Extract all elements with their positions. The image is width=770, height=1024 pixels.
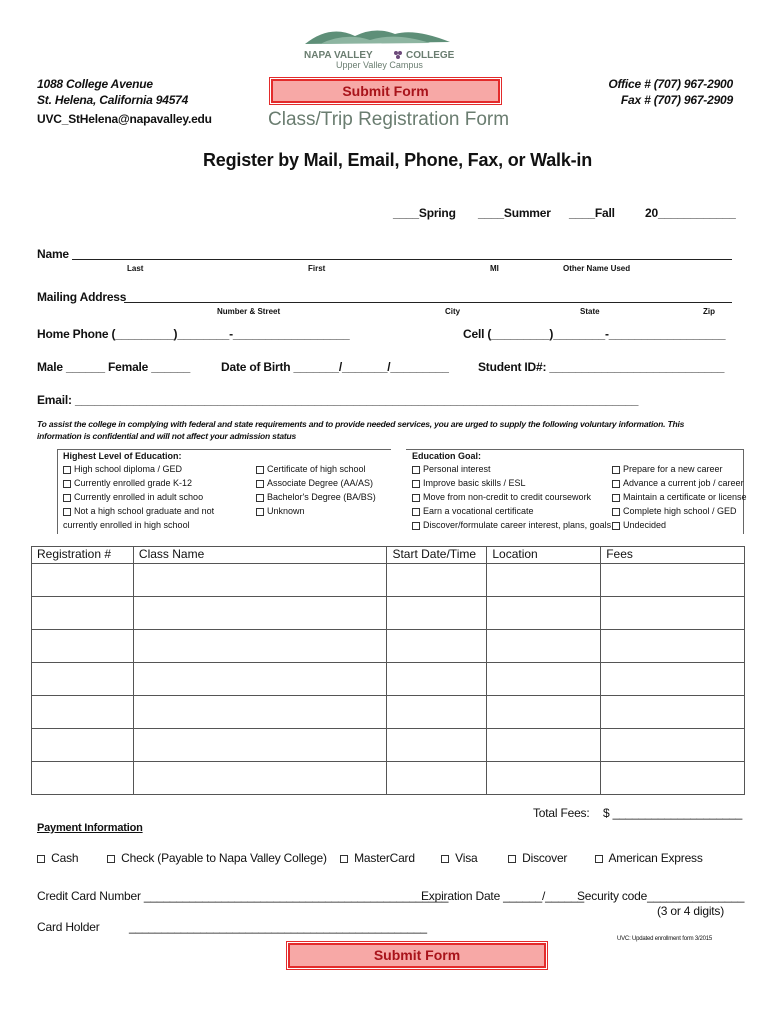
- table-cell[interactable]: [601, 729, 745, 762]
- checkbox-icon: [340, 855, 348, 863]
- checkbox-icon: [412, 466, 420, 474]
- table-cell[interactable]: [133, 663, 387, 696]
- mailing-address-label: Mailing Address: [37, 290, 127, 304]
- total-fees-field[interactable]: $ ____________________: [603, 806, 743, 820]
- checkbox-icon: [412, 508, 420, 516]
- checkbox-icon: [441, 855, 449, 863]
- table-cell[interactable]: [133, 729, 387, 762]
- goal-option[interactable]: Earn a vocational certificate: [412, 504, 611, 518]
- checkbox-icon: [63, 508, 71, 516]
- table-cell[interactable]: [487, 696, 601, 729]
- goal-option[interactable]: Improve basic skills / ESL: [412, 476, 611, 490]
- education-title: Highest Level of Education:: [63, 451, 182, 461]
- table-cell[interactable]: [601, 762, 745, 795]
- checkbox-icon: [256, 466, 264, 474]
- svg-text:COLLEGE: COLLEGE: [406, 50, 455, 61]
- student-id-field[interactable]: Student ID#: ___________________________: [478, 360, 725, 374]
- state-label: State: [580, 307, 600, 316]
- checkbox-icon: [37, 855, 45, 863]
- table-row: [32, 663, 745, 696]
- table-cell[interactable]: [32, 696, 134, 729]
- table-cell[interactable]: [133, 696, 387, 729]
- goal-col1: [412, 462, 611, 532]
- table-cell[interactable]: [32, 729, 134, 762]
- term-year[interactable]: 20____________: [645, 206, 736, 220]
- table-row: [32, 762, 745, 795]
- table-cell[interactable]: [487, 564, 601, 597]
- address-line2: St. Helena, California 94574: [37, 93, 189, 107]
- education-option-tail: currently enrolled in high school: [63, 520, 190, 530]
- mailing-address-field[interactable]: [124, 302, 732, 303]
- table-cell[interactable]: [32, 564, 134, 597]
- expiration-date-field[interactable]: Expiration Date ______/______: [421, 889, 584, 903]
- checkbox-icon: [412, 494, 420, 502]
- payment-title: Payment Information: [37, 822, 143, 834]
- payment-option-cash[interactable]: Cash: [37, 851, 78, 865]
- goal-option[interactable]: Personal interest: [412, 462, 611, 476]
- registration-table: [31, 546, 745, 795]
- table-cell[interactable]: [487, 762, 601, 795]
- table-header-row: [32, 547, 745, 564]
- table-cell[interactable]: [387, 564, 487, 597]
- table-cell[interactable]: [387, 663, 487, 696]
- table-cell[interactable]: [387, 762, 487, 795]
- education-option[interactable]: Currently enrolled in adult schoo: [63, 490, 214, 504]
- name-field[interactable]: [72, 259, 732, 260]
- form-title: Class/Trip Registration Form: [268, 109, 510, 130]
- checkbox-icon: [256, 480, 264, 488]
- security-code-field[interactable]: Security code_______________: [577, 889, 745, 903]
- table-cell[interactable]: [387, 729, 487, 762]
- checkbox-icon: [612, 522, 620, 530]
- checkbox-icon: [612, 494, 620, 502]
- table-row: [32, 696, 745, 729]
- table-cell[interactable]: [387, 630, 487, 663]
- payment-option-amex[interactable]: American Express: [595, 851, 703, 865]
- checkbox-icon: [412, 480, 420, 488]
- cell-field[interactable]: Cell (_________)________-__________________: [463, 327, 726, 341]
- last-label: Last: [127, 264, 144, 273]
- education-col2: [256, 462, 376, 518]
- goal-option[interactable]: Move from non-credit to credit coursework: [412, 490, 611, 504]
- table-cell[interactable]: [133, 597, 387, 630]
- email-field[interactable]: Email: _______________________________________________________________________________________: [37, 393, 639, 407]
- education-option[interactable]: Associate Degree (AA/AS): [256, 476, 376, 490]
- goal-title: Education Goal:: [412, 451, 482, 461]
- office-phone: Office # (707) 967-2900: [608, 77, 733, 91]
- checkbox-icon: [256, 494, 264, 502]
- checkbox-icon: [63, 480, 71, 488]
- checkbox-icon: [612, 480, 620, 488]
- table-cell[interactable]: [487, 663, 601, 696]
- first-label: First: [308, 264, 326, 273]
- table-cell[interactable]: [487, 729, 601, 762]
- goal-option[interactable]: Prepare for a new career: [612, 462, 747, 476]
- checkbox-icon: [612, 466, 620, 474]
- table-cell[interactable]: [32, 663, 134, 696]
- total-fees-label: Total Fees:: [533, 806, 590, 820]
- city-label: City: [445, 307, 461, 316]
- goal-option[interactable]: Maintain a certificate or license: [612, 490, 747, 504]
- table-cell[interactable]: [133, 630, 387, 663]
- table-cell[interactable]: [32, 597, 134, 630]
- term-spring[interactable]: ____Spring: [393, 206, 456, 220]
- checkbox-icon: [595, 855, 603, 863]
- notice-text: To assist the college in complying with federal and state requirements and to provide needed services, you are urged to supply the following voluntary information. This information is confidential and will not affect your admission status: [37, 419, 685, 441]
- table-cell[interactable]: [601, 597, 745, 630]
- table-cell[interactable]: [32, 762, 134, 795]
- col-header-registration: Registration #: [32, 547, 134, 564]
- dob-field[interactable]: Date of Birth _______/_______/_________: [221, 360, 449, 374]
- checkbox-icon: [256, 508, 264, 516]
- checkbox-icon: [412, 522, 420, 530]
- table-cell[interactable]: [487, 630, 601, 663]
- table-cell[interactable]: [601, 696, 745, 729]
- number-street-label: Number & Street: [217, 307, 281, 316]
- table-row: [32, 630, 745, 663]
- security-code-note: (3 or 4 digits): [657, 904, 725, 918]
- term-summer[interactable]: ____Summer: [478, 206, 551, 220]
- col-header-fees: Fees: [601, 547, 745, 564]
- card-holder-label: Card Holder: [37, 920, 100, 934]
- main-heading: Register by Mail, Email, Phone, Fax, or Walk-in: [203, 150, 593, 170]
- education-option[interactable]: Certificate of high school: [256, 462, 376, 476]
- table-row: [32, 564, 745, 597]
- name-label: Name: [37, 247, 69, 261]
- checkbox-icon: [508, 855, 516, 863]
- table-cell[interactable]: [387, 597, 487, 630]
- checkbox-icon: [63, 494, 71, 502]
- table-cell[interactable]: [32, 630, 134, 663]
- payment-option-check[interactable]: Check (Payable to Napa Valley College): [107, 851, 327, 865]
- mi-label: MI: [490, 264, 499, 273]
- goal-option[interactable]: Advance a current job / career: [612, 476, 747, 490]
- education-col1: [63, 462, 214, 532]
- card-holder-field[interactable]: ______________________________________________: [129, 920, 427, 934]
- submit-form-button-top[interactable]: Submit Form: [271, 79, 500, 103]
- payment-option-discover[interactable]: Discover: [508, 851, 567, 865]
- payment-option-mastercard[interactable]: MasterCard: [340, 851, 415, 865]
- gender-field[interactable]: Male ______ Female ______: [37, 360, 191, 374]
- payment-option-visa[interactable]: Visa: [441, 851, 477, 865]
- table-cell[interactable]: [487, 597, 601, 630]
- col-header-class-name: Class Name: [133, 547, 387, 564]
- term-fall[interactable]: ____Fall: [569, 206, 615, 220]
- credit-card-number-field[interactable]: Credit Card Number _______________________________________________: [37, 889, 449, 903]
- submit-form-button-bottom[interactable]: Submit Form: [288, 943, 546, 968]
- table-cell[interactable]: [387, 696, 487, 729]
- table-row: [32, 597, 745, 630]
- goal-col2: [612, 462, 747, 532]
- table-cell[interactable]: [133, 564, 387, 597]
- table-cell[interactable]: [133, 762, 387, 795]
- table-row: [32, 729, 745, 762]
- fax-number: Fax # (707) 967-2909: [620, 93, 733, 107]
- table-cell[interactable]: [601, 564, 745, 597]
- goal-option[interactable]: Discover/formulate career interest, plans, goals: [412, 518, 611, 532]
- other-name-label: Other Name Used: [563, 264, 631, 273]
- college-logo: [300, 22, 460, 64]
- home-phone-field[interactable]: Home Phone (_________)________-__________________: [37, 327, 350, 341]
- checkbox-icon: [612, 508, 620, 516]
- goal-option[interactable]: Complete high school / GED: [612, 504, 747, 518]
- campus-name: Upper Valley Campus: [336, 60, 423, 70]
- table-cell[interactable]: [601, 630, 745, 663]
- footer-note: UVC: Updated enrollment form 3/2015: [617, 936, 713, 942]
- col-header-start-date: Start Date/Time: [387, 547, 487, 564]
- education-option[interactable]: High school diploma / GED: [63, 462, 214, 476]
- education-option[interactable]: Bachelor's Degree (BA/BS): [256, 490, 376, 504]
- goal-option[interactable]: Undecided: [612, 518, 747, 532]
- education-option[interactable]: Not a high school graduate and not: [63, 504, 214, 518]
- table-cell[interactable]: [601, 663, 745, 696]
- svg-text:NAPA VALLEY: NAPA VALLEY: [304, 50, 373, 61]
- checkbox-icon: [107, 855, 115, 863]
- zip-label: Zip: [703, 307, 715, 316]
- checkbox-icon: [63, 466, 71, 474]
- address-line1: 1088 College Avenue: [37, 77, 153, 91]
- education-option[interactable]: Unknown: [256, 504, 376, 518]
- col-header-location: Location: [487, 547, 601, 564]
- contact-email: UVC_StHelena@napavalley.edu: [37, 112, 212, 126]
- education-option[interactable]: Currently enrolled grade K-12: [63, 476, 214, 490]
